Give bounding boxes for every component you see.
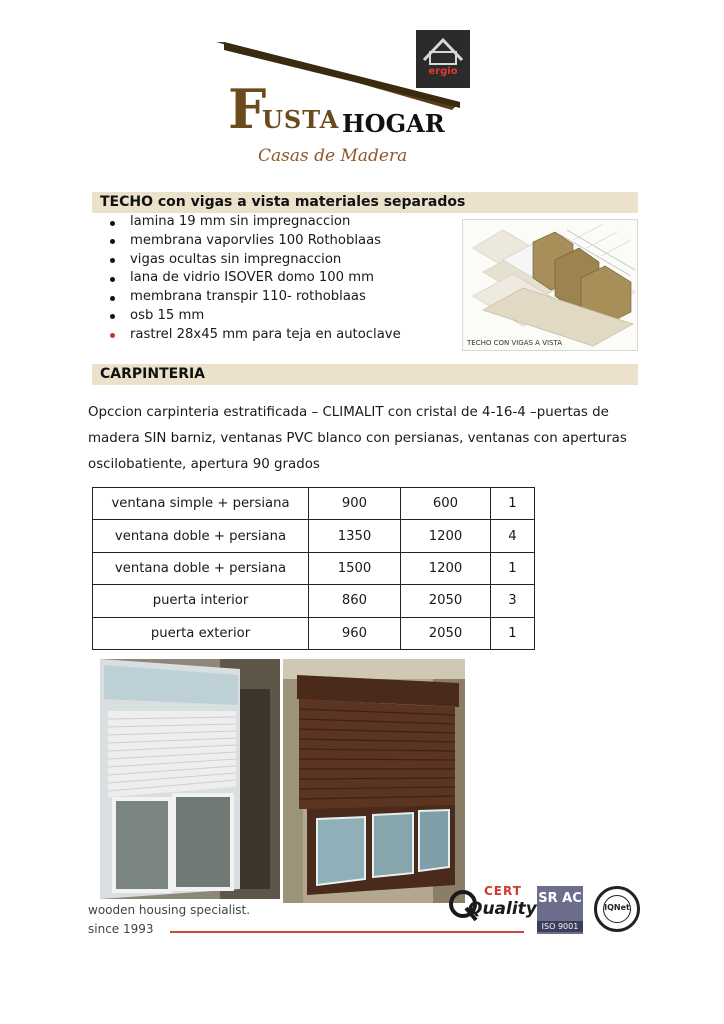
list-item: osb 15 mm	[106, 307, 456, 326]
cert-iqnet-logo	[594, 886, 640, 932]
quality-label: Quality	[468, 899, 537, 919]
shutter-slats	[108, 711, 236, 797]
roof-figure-caption: TECHO CON VIGAS A VISTA	[467, 339, 563, 347]
bullet-icon	[110, 333, 115, 338]
roof-cross-section-illustration	[463, 220, 638, 351]
table-cell: 1	[491, 488, 535, 520]
section-header-carpinteria	[92, 364, 638, 385]
table-row	[93, 552, 535, 584]
table-row	[93, 585, 535, 617]
table-cell: puerta exterior	[93, 617, 309, 649]
bullet-icon	[110, 277, 115, 282]
table-cell: 900	[309, 488, 401, 520]
cert-srac-logo	[537, 886, 583, 934]
table-row	[93, 617, 535, 649]
list-item: membrana transpir 110- rothoblaas	[106, 288, 456, 307]
bullet-icon	[110, 258, 115, 263]
table-cell: 1200	[401, 520, 491, 552]
list-item: lamina 19 mm sin impregnaccion	[106, 213, 456, 232]
partner-logo-badge	[416, 30, 470, 88]
bullet-icon	[110, 314, 115, 319]
roof-layers-diagram	[462, 219, 638, 351]
section-title-carpinteria: CARPINTERIA	[100, 366, 206, 382]
bullet-icon	[110, 221, 115, 226]
table-cell: ventana doble + persiana	[93, 520, 309, 552]
table-cell: 1	[491, 552, 535, 584]
cert-label: CERT	[484, 884, 522, 898]
logo-word-fusta: USTA	[262, 105, 340, 134]
table-cell: 4	[491, 520, 535, 552]
carpinteria-description: Opccion carpinteria estratificada – CLIMALIT con cristal de 4-16-4 –puertas de madera SIN barniz, ventanas PVC blanco con persianas, ventanas con aperturas oscilobatiente, apertura 90 grados	[88, 405, 627, 472]
list-item: vigas ocultas sin impregnaccion	[106, 251, 456, 270]
table-cell: 960	[309, 617, 401, 649]
list-item: rastrel 28x45 mm para teja en autoclave	[106, 326, 456, 345]
table-cell: 2050	[401, 617, 491, 649]
logo-tagline: Casas de Madera	[258, 146, 408, 166]
logo-initial: F	[228, 77, 267, 141]
table-row	[93, 520, 535, 552]
table-cell: 1200	[401, 552, 491, 584]
footer-divider	[170, 931, 524, 933]
iqnet-label: IQNet	[604, 903, 630, 912]
partner-badge-text: ergio	[428, 66, 458, 77]
logo-word-hogar: HOGAR	[342, 109, 445, 138]
table-cell: 600	[401, 488, 491, 520]
table-cell: 3	[491, 585, 535, 617]
section-header-techo	[92, 192, 638, 213]
table-cell: 860	[309, 585, 401, 617]
iso-label: ISO 9001	[537, 921, 583, 932]
srac-label: SR AC	[538, 891, 582, 906]
table-cell: 1	[491, 617, 535, 649]
table-cell: 1500	[309, 552, 401, 584]
techo-materials-list	[106, 213, 456, 345]
table-cell: ventana simple + persiana	[93, 488, 309, 520]
photo-wood-window-shutter	[283, 659, 465, 903]
table-cell: puerta interior	[93, 585, 309, 617]
cert-quality-logo	[446, 884, 537, 926]
bullet-icon	[110, 296, 115, 301]
list-item: lana de vidrio ISOVER domo 100 mm	[106, 269, 456, 288]
openings-table	[92, 487, 535, 650]
section-title-techo: TECHO con vigas a vista materiales separados	[100, 194, 466, 210]
footer-since: since 1993	[88, 922, 154, 936]
table-cell: 2050	[401, 585, 491, 617]
photo-pvc-window-shutter	[100, 659, 280, 899]
table-cell: 1350	[309, 520, 401, 552]
table-cell: ventana doble + persiana	[93, 552, 309, 584]
footer-slogan: wooden housing specialist.	[88, 903, 251, 917]
list-item: membrana vaporvlies 100 Rothoblaas	[106, 232, 456, 251]
bullet-icon	[110, 239, 115, 244]
house-outline-icon	[416, 30, 470, 70]
table-row	[93, 488, 535, 520]
